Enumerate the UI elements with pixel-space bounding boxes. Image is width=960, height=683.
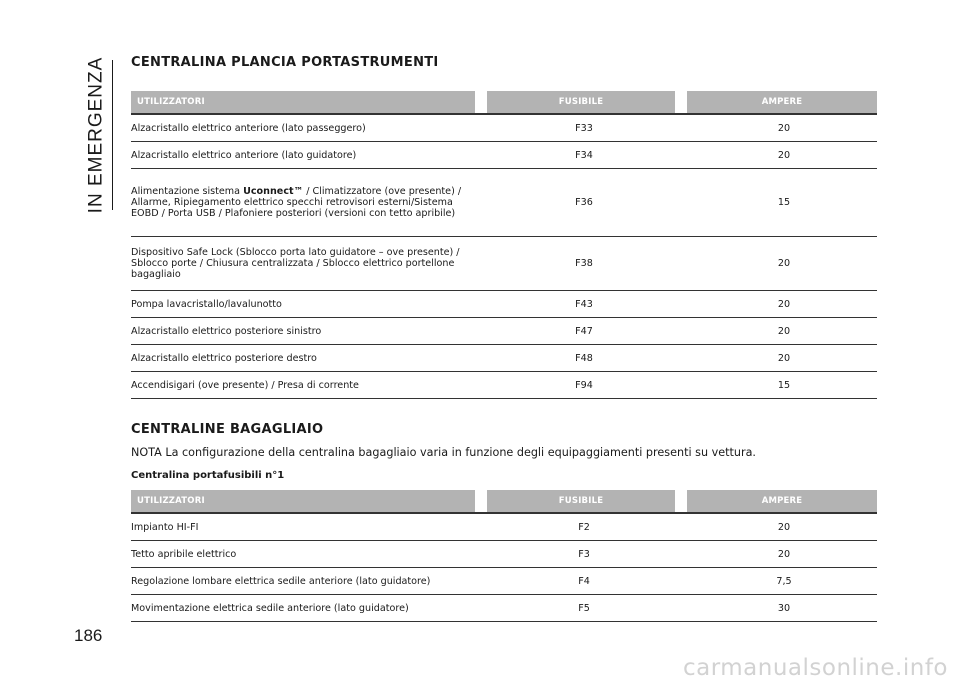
cell-fuse: F43 [575,298,593,310]
fuse-table-dashboard [131,91,877,399]
section-side-title [84,56,108,214]
cell-ampere: 20 [777,548,791,560]
table-body [131,113,877,399]
subsection-title: Centralina portafusibili n°1 [131,470,285,481]
cell-user: Alzacristallo elettrico posteriore destro [131,352,317,364]
table-row [131,513,877,541]
cell-ampere: 7,5 [776,575,792,587]
cell-user-part: Uconnect™ [243,186,304,197]
watermark: carmanualsonline.info [682,655,948,681]
table-row [131,169,877,237]
table-row [131,372,877,399]
table-row [131,291,877,318]
header-fuse: FUSIBILE [487,91,675,113]
table-row [131,142,877,169]
cell-fuse: F33 [575,122,593,134]
cell-user: Alzacristallo elettrico anteriore (lato passeggero) [131,122,366,134]
cell-user: Regolazione lombare elettrica sedile anteriore (lato guidatore) [131,575,431,587]
header-fuse: FUSIBILE [487,490,675,512]
cell-ampere: 20 [777,298,791,310]
cell-user-part: Alimentazione sistema [131,186,244,197]
cell-ampere: 20 [777,258,791,269]
cell-user [131,186,477,219]
header-ampere: AMPERE [687,490,877,512]
cell-user: Alzacristallo elettrico anteriore (lato guidatore) [131,149,357,161]
cell-ampere: 15 [777,379,791,391]
side-title-text: IN EMERGENZA [85,56,106,214]
note-text: NOTA La configurazione della centralina bagagliaio varia in funzione degli equipaggiamenti presenti su vettura. [131,446,756,459]
table-row [131,237,877,291]
cell-user-part: / Climatizzatore (ove presente) / Allarme, Ripiegamento elettrico specchi retrovisori esterni/Sistema EOBD / Porta USB / Plafoniere posteriori (versioni con tetto apribile) [131,186,462,219]
table-row [131,345,877,372]
cell-user: Dispositivo Safe Lock (Sblocco porta lato guidatore – ove presente) / Sblocco porte / Chiusura centralizzata / Sblocco elettrico portellone bagagliaio [131,247,460,280]
fuse-table-trunk [131,490,877,622]
header-users: UTILIZZATORI [131,91,475,113]
cell-ampere: 30 [777,602,791,614]
cell-fuse: F36 [575,197,593,208]
table-row [131,595,877,622]
header-ampere: AMPERE [687,91,877,113]
table-row [131,114,877,142]
cell-ampere: 20 [777,122,791,134]
cell-fuse: F48 [575,352,593,364]
table-header [131,490,877,512]
header-users: UTILIZZATORI [131,490,475,512]
section1-title: CENTRALINA PLANCIA PORTASTRUMENTI [131,55,439,70]
cell-fuse: F5 [578,602,590,614]
page-content [131,55,877,622]
cell-ampere: 20 [777,352,791,364]
side-rule [112,60,113,210]
cell-fuse: F3 [578,548,590,560]
table-body [131,512,877,622]
cell-user: Movimentazione elettrica sedile anteriore (lato guidatore) [131,602,409,614]
page-number: 186 [74,626,103,645]
table-row [131,541,877,568]
cell-fuse: F4 [578,575,590,587]
cell-fuse: F47 [575,325,593,337]
cell-user: Pompa lavacristallo/lavalunotto [131,298,282,310]
cell-user: Accendisigari (ove presente) / Presa di corrente [131,379,359,391]
cell-fuse: F38 [575,258,593,269]
cell-user: Tetto apribile elettrico [131,548,237,560]
cell-ampere: 20 [777,149,791,161]
table-row [131,568,877,595]
table-row [131,318,877,345]
cell-fuse: F94 [575,379,593,391]
section2-title: CENTRALINE BAGAGLIAIO [131,422,324,437]
cell-user: Impianto HI-FI [131,521,199,533]
cell-ampere: 20 [777,325,791,337]
cell-fuse: F2 [578,521,590,533]
cell-fuse: F34 [575,149,593,161]
table-header [131,91,877,113]
cell-user: Alzacristallo elettrico posteriore sinistro [131,325,322,337]
cell-ampere: 15 [777,197,791,208]
cell-ampere: 20 [777,521,791,533]
